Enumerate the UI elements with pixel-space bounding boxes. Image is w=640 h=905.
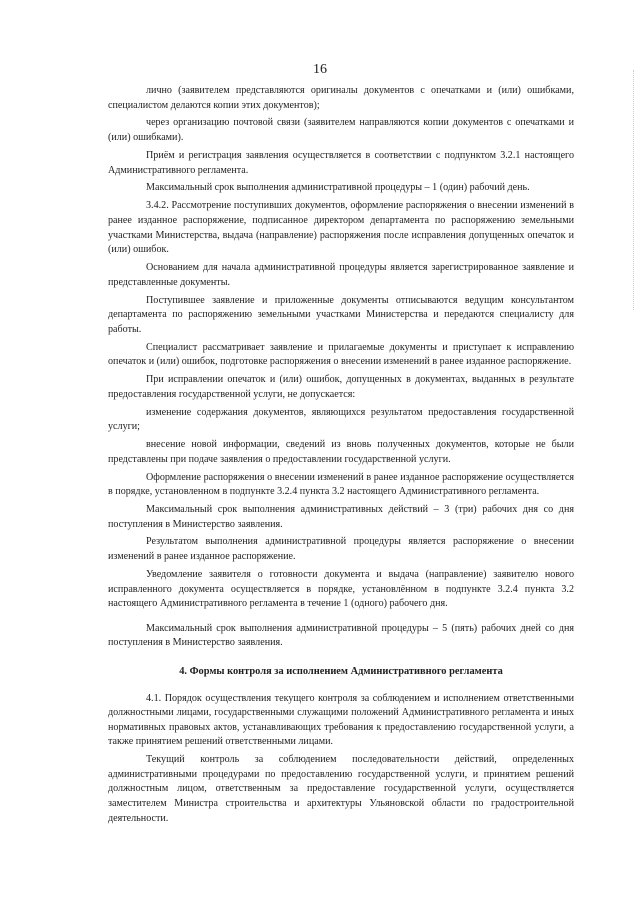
document-body [108,84,574,829]
page-number: 16 [313,62,327,77]
scan-margin-marks [619,70,634,310]
body-paragraph: Поступившее заявление и приложенные документы отписываются ведущим консультантом департамента по распоряжению земельными участками Министерства и передаются специалисту для работы. [108,294,574,335]
body-paragraph: лично (заявителем представляются оригиналы документов с опечатками и (или) ошибками, специалистом делаются копии этих документов); [108,85,574,111]
body-paragraph: Максимальный срок выполнения административной процедуры – 1 (один) рабочий день. [146,182,530,194]
body-paragraph: Специалист рассматривает заявление и прилагаемые документы и приступает к исправлению опечаток и (или) ошибок, подготовке распоряжения о внесении изменений в ранее изданное распоряжение. [108,341,574,368]
body-paragraph: При исправлении опечаток и (или) ошибок, допущенных в документах, выданных в результате предоставления государственной услуги, не допускается: [108,374,574,400]
body-paragraph: Оформление распоряжения о внесении изменений в ранее изданное распоряжение осуществляется в порядке, установленном в подпункте 3.2.4 пункта 3.2 настоящего Административного регламента. [108,471,574,498]
body-paragraph: Максимальный срок выполнения административной процедуры – 5 (пять) рабочих дней со дня поступления в Министерство заявления. [108,622,574,649]
section-paragraph: Текущий контроль за соблюдением последовательности действий, определенных административными процедурами по предоставлению государственной услуги, и принятием решений должностным лицом, ответственным за предоставление государственной услуги, осуществляется заместителем Министра строительства и архитектуры Ульяновской области по градостроительной деятельности. [108,754,574,824]
body-paragraph: Результатом выполнения административной процедуры является распоряжение о внесении изменений в ранее изданное распоряжение. [108,536,574,563]
body-paragraph: Максимальный срок выполнения административных действий – 3 (три) рабочих дня со дня поступления в Министерство заявления. [108,504,574,530]
body-paragraph: Приём и регистрация заявления осуществляется в соответствии с подпунктом 3.2.1 настоящего Административного регламента. [108,149,574,176]
body-paragraph: внесение новой информации, сведений из вновь полученных документов, которые не были представлены при подаче заявления о предоставлении государственной услуги. [108,439,574,465]
section-paragraph: 4.1. Порядок осуществления текущего контроля за соблюдением и исполнением ответственными должностными лицами, государственными служащими положений Административного регламента и иных нормативных правовых актов, устанавливающих требования к предоставлению государственной услуги, а также принятием решений ответственными лицами. [108,692,574,748]
body-paragraph: Основанием для начала административной процедуры является зарегистрированное заявление и представленные документы. [108,262,574,288]
body-paragraph: изменение содержания документов, являющихся результатом предоставления государственной услуги; [108,406,574,433]
body-paragraph: 3.4.2. Рассмотрение поступивших документов, оформление распоряжения о внесении изменений в ранее изданное распоряжение, подписанное директором департамента по распоряжению земельными участками Министерства, выдача (направление) распоряжения после исправления допущенных опечаток и (или) ошибок. [108,200,574,256]
section-heading: 4. Формы контроля за исполнением Административного регламента [179,665,503,677]
body-paragraph: через организацию почтовой связи (заявителем направляются копии документов с опечатками и (или) ошибками). [108,117,574,144]
body-paragraph: Уведомление заявителя о готовности документа и выдача (направление) заявителю нового исправленного документа осуществляется в порядке, установлённом в подпункте 3.2.4 пункта 3.2 настоящего Административного регламента в течение 1 (одного) рабочего дня. [108,568,574,610]
